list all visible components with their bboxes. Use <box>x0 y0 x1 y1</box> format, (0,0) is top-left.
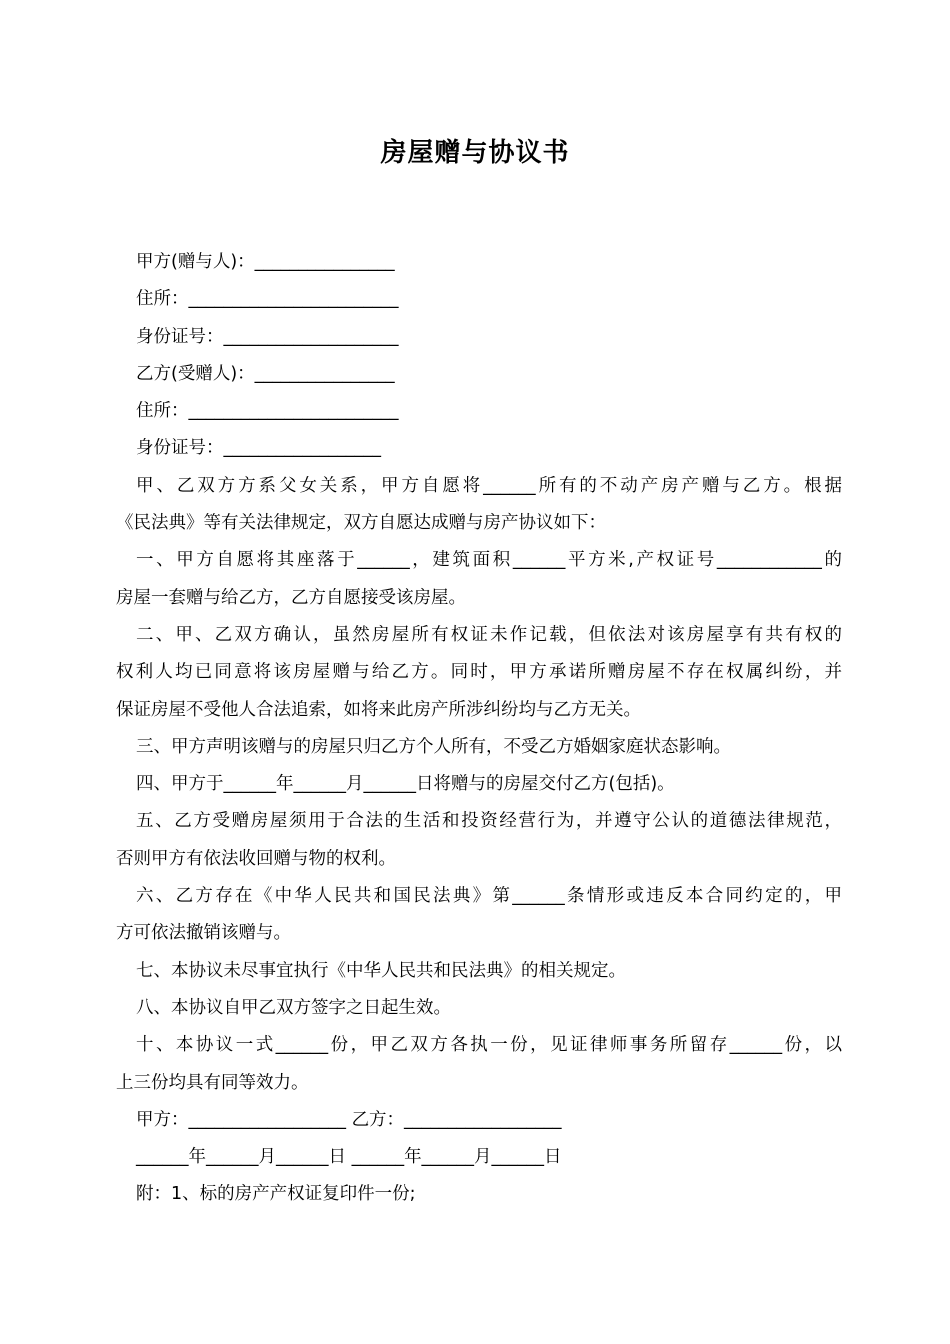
clause-7-line-1: 七、本协议未尽事宜执行《中华人民共和民法典》的相关规定。 <box>136 960 626 981</box>
clause-2-line-2: 权利人均已同意将该房屋赠与给乙方。同时，甲方承诺所赠房屋不存在权属纠纷，并 <box>116 662 842 683</box>
document-body <box>116 244 842 1214</box>
preamble-line-2: 《民法典》等有关法律规定，双方自愿达成赠与房产协议如下： <box>116 513 606 534</box>
signature-line: 甲方：__________________ 乙方：__________________ <box>136 1109 562 1130</box>
party-b-id-line: 身份证号：__________________ <box>136 438 381 459</box>
clause-4-line-1: 四、甲方于______年______月______日将赠与的房屋交付乙方(包括)。 <box>136 774 675 795</box>
clause-5-line-1: 五、乙方受赠房屋须用于合法的生活和投资经营行为，并遵守公认的道德法律规范， <box>136 811 842 832</box>
clause-6-line-2: 方可依法撤销该赠与。 <box>116 923 291 944</box>
party-a-address-line: 住所：________________________ <box>136 289 399 310</box>
attachment-line: 附：1、标的房产产权证复印件一份; <box>136 1184 416 1205</box>
clause-6-line-1: 六、乙方存在《中华人民共和国民法典》第______条情形或违反本合同约定的，甲 <box>136 886 842 907</box>
party-b-address-line: 住所：________________________ <box>136 401 399 422</box>
clause-10-line-2: 上三份均具有同等效力。 <box>116 1072 309 1093</box>
clause-3-line-1: 三、甲方声明该赠与的房屋只归乙方个人所有，不受乙方婚姻家庭状态影响。 <box>136 736 731 757</box>
clause-2-line-1: 二、甲、乙双方确认，虽然房屋所有权证未作记载，但依法对该房屋享有共有权的 <box>136 624 842 645</box>
clause-2-line-3: 保证房屋不受他人合法追索，如将来此房产所涉纠纷均与乙方无关。 <box>116 699 641 720</box>
party-b-name-line: 乙方(受赠人)：________________ <box>136 363 395 384</box>
date-line: ______年______月______日 ______年______月______日 <box>136 1147 562 1168</box>
clause-8-line-1: 八、本协议自甲乙双方签字之日起生效。 <box>136 997 451 1018</box>
document-title: 房屋赠与协议书 <box>380 138 570 168</box>
party-a-name-line: 甲方(赠与人)：________________ <box>136 252 395 272</box>
preamble-line-1: 甲、乙双方方系父女关系，甲方自愿将______所有的不动产房产赠与乙方。根据 <box>136 475 842 496</box>
party-a-id-line: 身份证号：____________________ <box>136 326 399 347</box>
clause-1-line-1: 一、甲方自愿将其座落于______，建筑面积______平方米,产权证号____________的 <box>136 550 842 571</box>
clause-5-line-2: 否则甲方有依法收回赠与物的权利。 <box>116 848 396 869</box>
clause-1-line-2: 房屋一套赠与给乙方，乙方自愿接受该房屋。 <box>116 587 466 608</box>
clause-10-line-1: 十、本协议一式______份，甲乙双方各执一份，见证律师事务所留存______份，以 <box>136 1035 842 1056</box>
